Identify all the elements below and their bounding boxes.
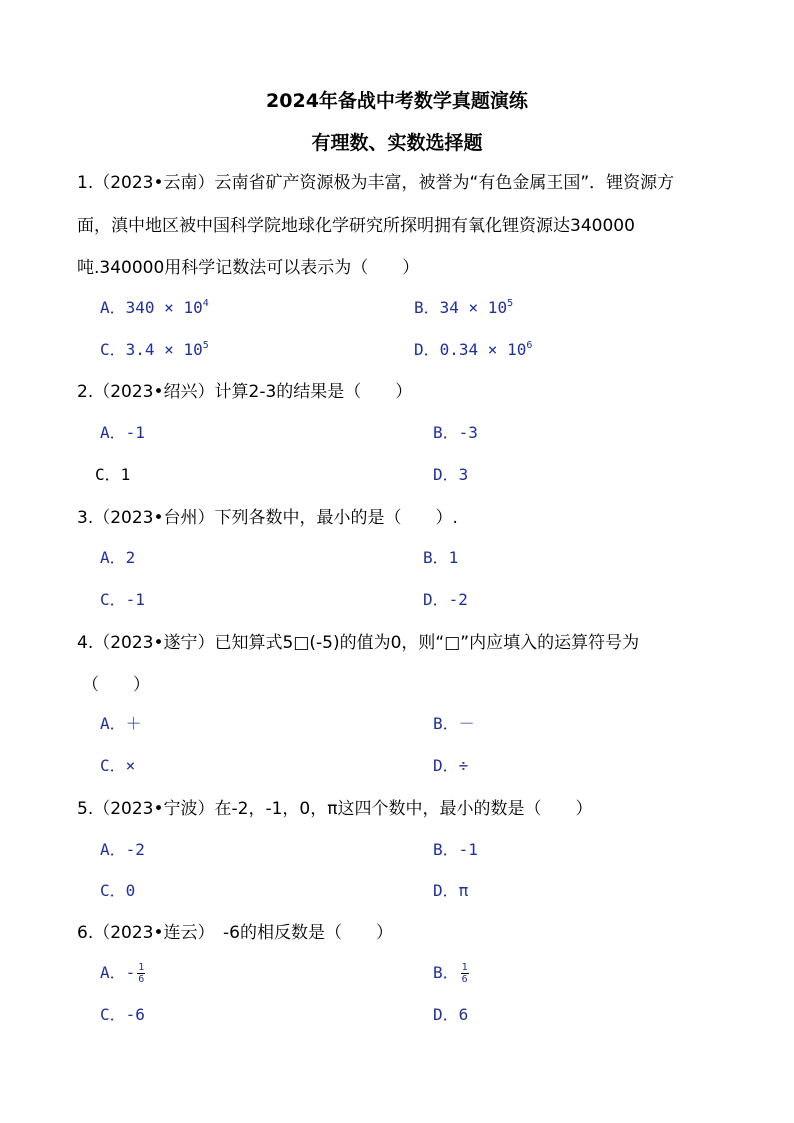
- question-3-option-b: B．1: [423, 548, 459, 567]
- fraction: $\frac{1}{6}$: [138, 962, 145, 985]
- page-title: 2024年备战中考数学真题演练: [266, 90, 528, 112]
- question-1-line-2: 面，滇中地区被中国科学院地球化学研究所探明拥有氧化锂资源达340000: [77, 216, 635, 236]
- question-3-option-c: C．-1: [100, 590, 145, 609]
- question-5-text: 5.（2023•宁波）在-2，-1，0，π这四个数中，最小的数是（ ）: [77, 799, 593, 819]
- question-1-option-c: C．$3.4 \times 10^5$: [100, 340, 209, 359]
- fraction: $\frac{1}{6}$: [461, 962, 468, 985]
- question-6-option-d: D．6: [433, 1005, 469, 1024]
- question-4-text: 4.（2023•遂宁）已知算式5□(-5)的值为0，则“□”内应填入的运算符号为: [77, 633, 640, 653]
- question-2-option-a: A．-1: [100, 423, 145, 442]
- question-1-option-a: A．$340 \times 10^4$: [100, 298, 209, 317]
- question-5-option-b: B．-1: [433, 840, 478, 859]
- question-5-option-d: D．π: [433, 881, 469, 900]
- question-4-option-a: A．＋: [100, 714, 142, 733]
- question-4-option-b: B．－: [433, 714, 475, 733]
- question-1-line-1: 1.（2023•云南）云南省矿产资源极为丰富，被誉为“有色金属王国”．锂资源方: [77, 173, 675, 193]
- question-4-answer-bracket: （ ）: [82, 675, 150, 695]
- question-6-option-c: C．-6: [100, 1005, 145, 1024]
- question-4-option-c: C．×: [100, 756, 136, 775]
- page-subtitle: 有理数、实数选择题: [311, 132, 483, 154]
- question-2-option-d: D．3: [433, 465, 469, 484]
- question-2-option-c: C．1: [95, 465, 131, 484]
- question-3-option-a: A．2: [100, 548, 136, 567]
- question-5-option-c: C．0: [100, 881, 136, 900]
- question-1-option-b: B．$34 \times 10^5$: [414, 298, 514, 317]
- question-3-option-d: D．-2: [423, 590, 468, 609]
- question-6-option-a: A．- $\frac{1}{6}$: [100, 962, 145, 985]
- question-4-option-d: D．÷: [433, 756, 469, 775]
- question-1-line-3: 吨.340000用科学记数法可以表示为（ ）: [77, 258, 420, 278]
- question-6-option-b: B． $\frac{1}{6}$: [433, 962, 468, 985]
- question-6-text: 6.（2023•连云） -6的相反数是（ ）: [77, 923, 393, 943]
- question-2-option-b: B．-3: [433, 423, 478, 442]
- question-3-text: 3.（2023•台州）下列各数中，最小的是（ ）.: [77, 508, 458, 528]
- question-1-option-d: D．$0.34 \times 10^6$: [414, 340, 533, 359]
- question-5-option-a: A．-2: [100, 840, 145, 859]
- question-2-text: 2.（2023•绍兴）计算2-3的结果是（ ）: [77, 382, 413, 402]
